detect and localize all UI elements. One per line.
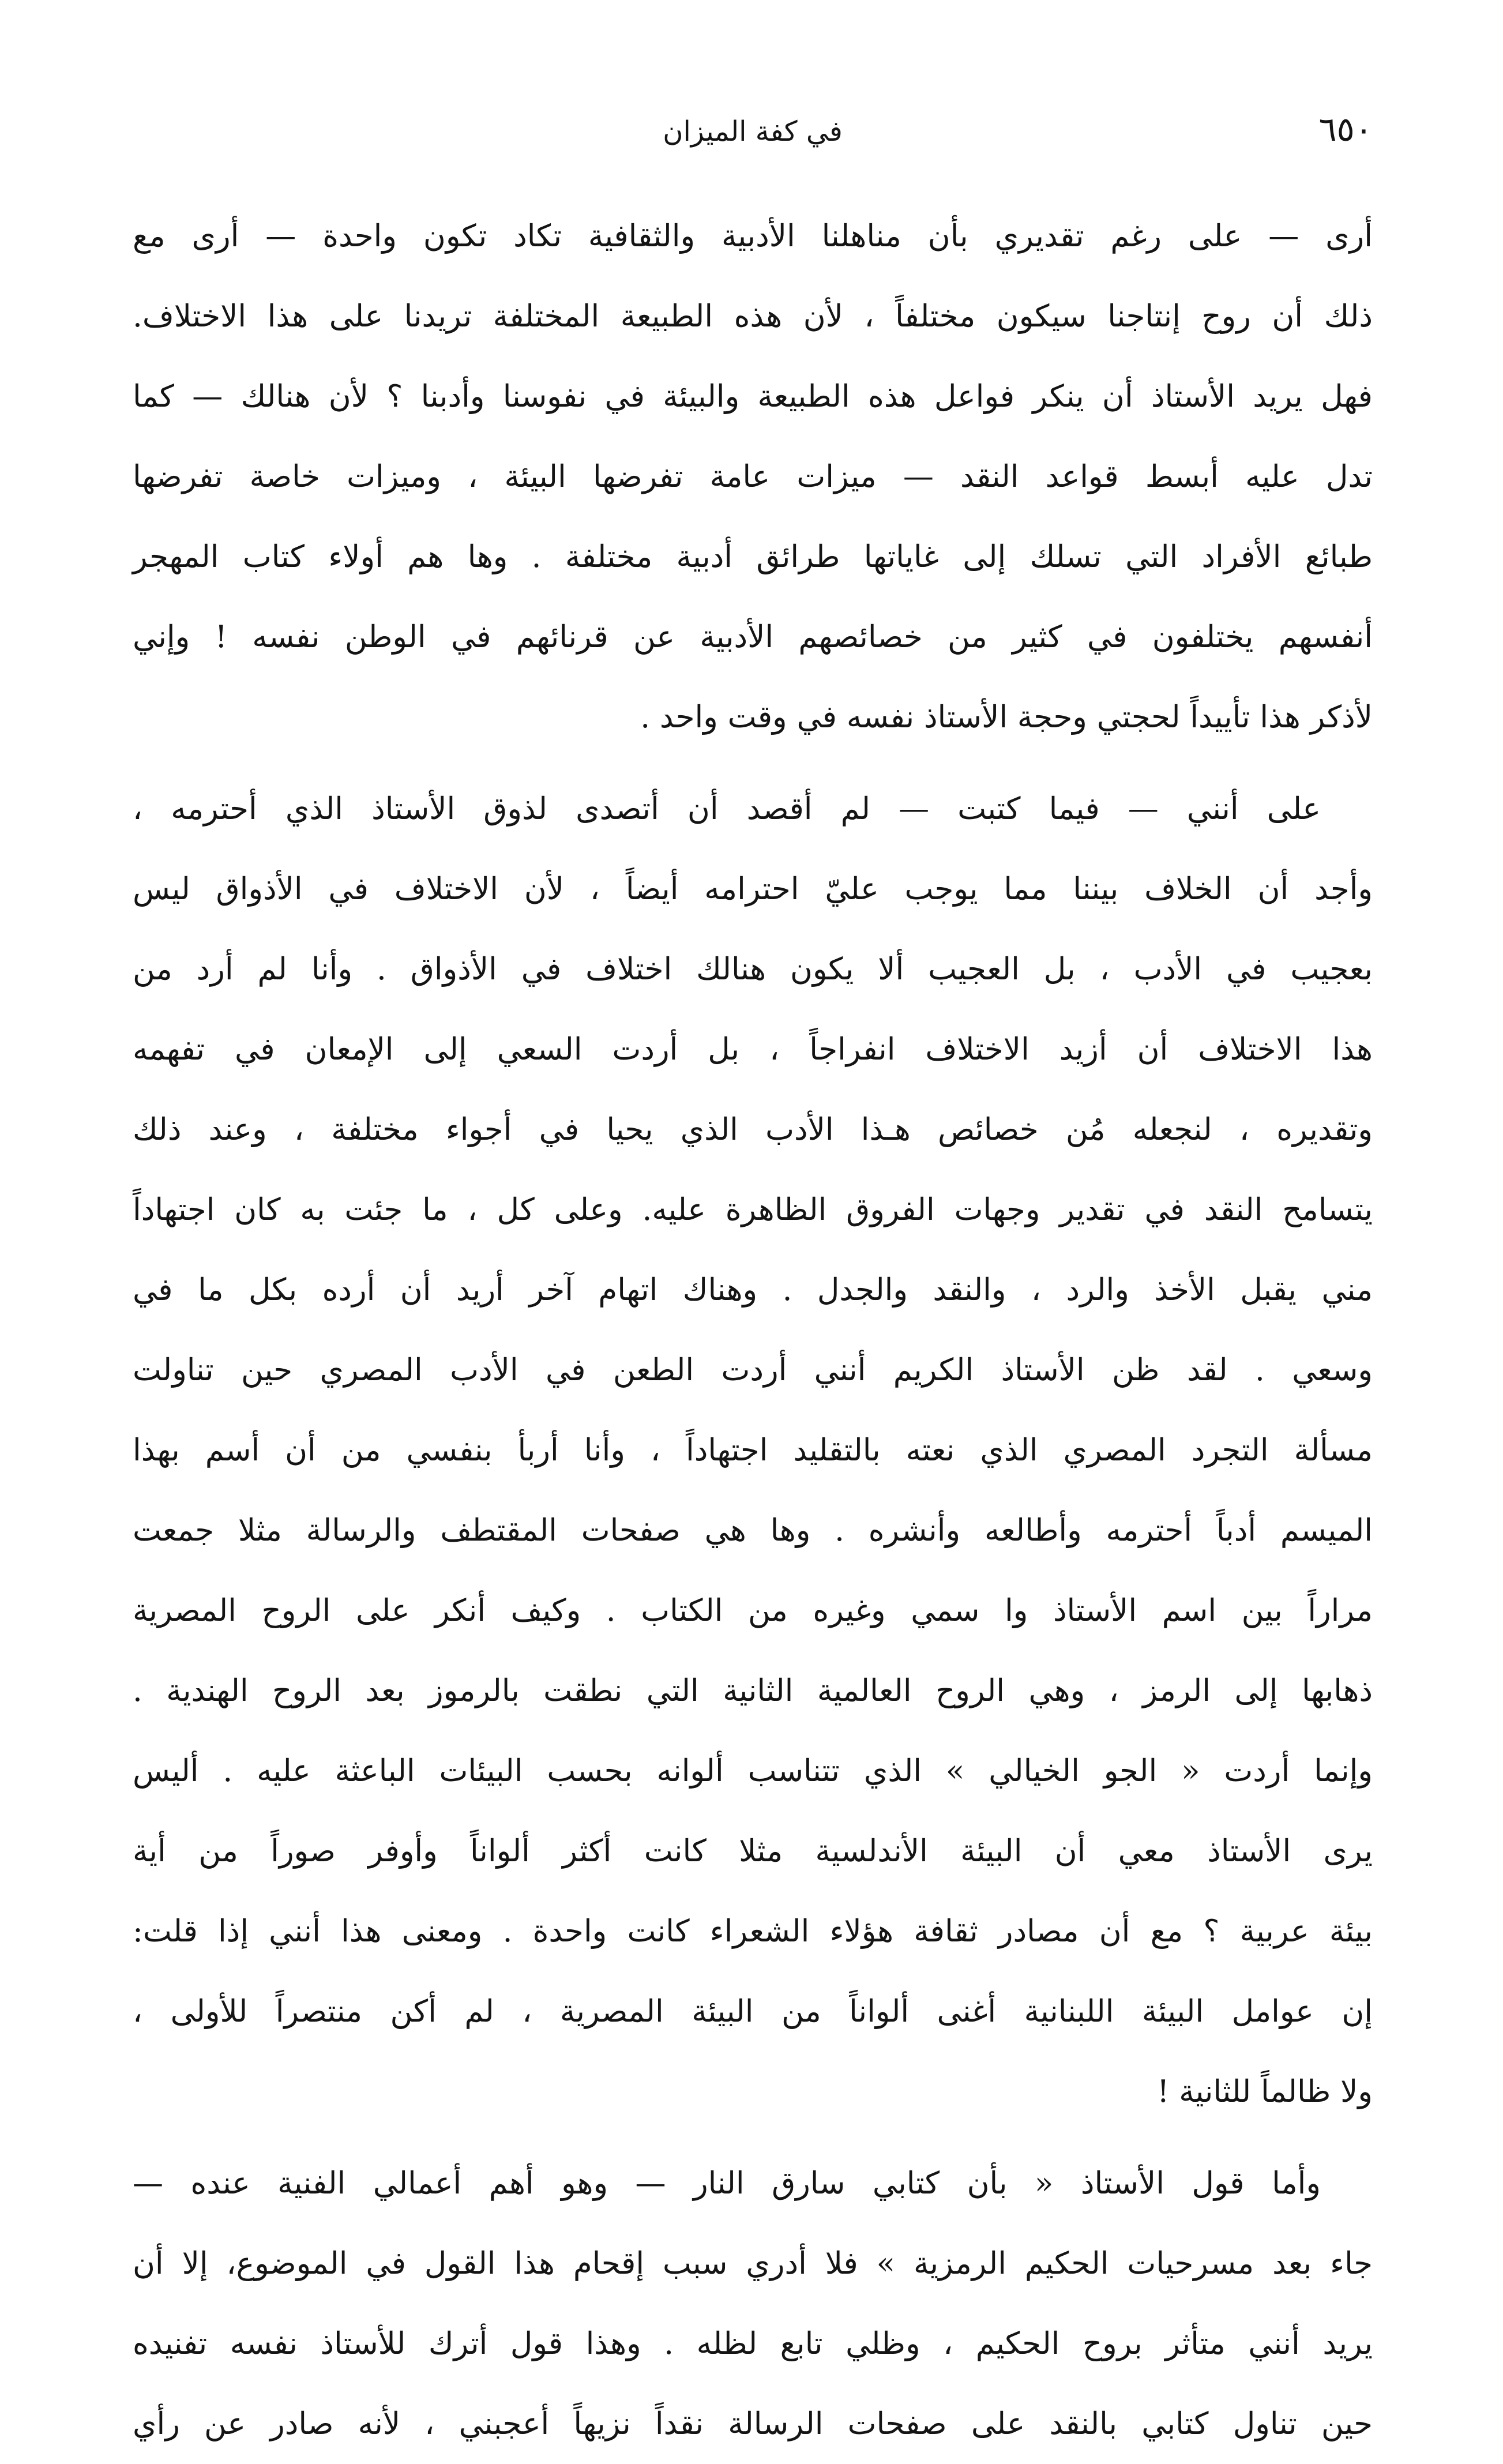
text-line: وإنما أردت « الجو الخيالي » الذي تتناسب ألوانه بحسب البيئات الباعثة عليه . أليس xyxy=(133,1753,1373,1789)
text-line: طبائع الأفراد التي تسلك إلى غاياتها طرائق أدبية مختلفة . وها هم أولاء كتاب المهجر xyxy=(133,539,1373,574)
text-line: يرى الأستاذ معي أن البيئة الأندلسية مثلا كانت أكثر ألواناً وأوفر صوراً من أية xyxy=(133,1834,1373,1869)
text-line: يريد أنني متأثر بروح الحكيم ، وظلي تابع لظله . وهذا قول أترك للأستاذ نفسه تفنيده xyxy=(133,2326,1373,2361)
text-line: الميسم أدباً أحترمه وأطالعه وأنشره . وها هي صفحات المقتطف والرسالة مثلا جمعت xyxy=(133,1513,1373,1548)
text-line: بعجيب في الأدب ، بل العجيب ألا يكون هنالك اختلاف في الأذواق . وأنا لم أرد من xyxy=(133,952,1373,987)
text-line: تدل عليه أبسط قواعد النقد — ميزات عامة تفرضها البيئة ، وميزات خاصة تفرضها xyxy=(133,459,1373,494)
text-line: ذهابها إلى الرمز ، وهي الروح العالمية الثانية التي نطقت بالرموز بعد الروح الهندية . xyxy=(133,1673,1373,1708)
text-line: أرى — على رغم تقديري بأن مناهلنا الأدبية والثقافية تكاد تكون واحدة — أرى مع xyxy=(133,219,1373,254)
text-line: وأما قول الأستاذ « بأن كتابي سارق النار — وهو أهم أعمالي الفنية عنده — xyxy=(133,2166,1321,2201)
text-line: يتسامح النقد في تقدير وجهات الفروق الظاهرة عليه. وعلى كل ، ما جئت به كان اجتهاداً xyxy=(133,1192,1373,1227)
text-line: لأذكر هذا تأييداً لحجتي وحجة الأستاذ نفسه في وقت واحد . xyxy=(640,700,1373,735)
text-line: على أنني — فيما كتبت — لم أقصد أن أتصدى لذوق الأستاذ الذي أحترمه ، xyxy=(133,791,1321,827)
text-line: وأجد أن الخلاف بيننا مما يوجب عليّ احترامه أيضاً ، لأن الاختلاف في الأذواق ليس xyxy=(133,872,1373,907)
text-line: جاء بعد مسرحيات الحكيم الرمزية » فلا أدري سبب إقحام هذا القول في الموضوع، إلا أن xyxy=(133,2246,1373,2281)
paragraph-2 xyxy=(133,769,1373,2132)
running-title: في كفة الميزان xyxy=(663,115,843,148)
text-line: ذلك أن روح إنتاجنا سيكون مختلفاً ، لأن هذه الطبيعة المختلفة تريدنا على هذا الاختلاف. xyxy=(133,299,1373,334)
page-number: ٦٥٠ xyxy=(1318,110,1373,149)
text-line: بيئة عربية ؟ مع أن مصادر ثقافة هؤلاء الشعراء كانت واحدة . ومعنى هذا أنني إذا قلت: xyxy=(133,1914,1373,1949)
text-line: مراراً بين اسم الأستاذ وا سمي وغيره من الكتاب . وكيف أنكر على الروح المصرية xyxy=(133,1593,1373,1628)
running-head xyxy=(133,98,1373,196)
text-line: أنفسهم يختلفون في كثير من خصائصهم الأدبية عن قرنائهم في الوطن نفسه ! وإني xyxy=(133,619,1373,655)
text-line: مسألة التجرد المصري الذي نعته بالتقليد اجتهاداً ، وأنا أربأ بنفسي من أن أسم بهذا xyxy=(133,1433,1373,1468)
text-line: فهل يريد الأستاذ أن ينكر فواعل هذه الطبيعة والبيئة في نفوسنا وأدبنا ؟ لأن هنالك — كما xyxy=(133,379,1373,414)
paragraph-3 xyxy=(133,2143,1373,2464)
book-page xyxy=(133,98,1373,2442)
text-line: وتقديره ، لنجعله مُن خصائص هـذا الأدب الذي يحيا في أجواء مختلفة ، وعند ذلك xyxy=(133,1112,1373,1147)
text-line: وسعي . لقد ظن الأستاذ الكريم أنني أردت الطعن في الأدب المصري حين تناولت xyxy=(133,1353,1373,1388)
body-text xyxy=(133,196,1373,2464)
text-line: مني يقبل الأخذ والرد ، والنقد والجدل . وهناك اتهام آخر أريد أن أرده بكل ما في xyxy=(133,1272,1373,1308)
text-line: هذا الاختلاف أن أزيد الاختلاف انفراجاً ، بل أردت السعي إلى الإمعان في تفهمه xyxy=(133,1032,1373,1067)
paragraph-1 xyxy=(133,196,1373,757)
text-line: حين تناول كتابي بالنقد على صفحات الرسالة نقداً نزيهاً أعجبني ، لأنه صادر عن رأي xyxy=(133,2406,1373,2442)
text-line: ولا ظالماً للثانية ! xyxy=(1157,2074,1373,2109)
text-line: إن عوامل البيئة اللبنانية أغنى ألواناً من البيئة المصرية ، لم أكن منتصراً للأولى ، xyxy=(133,1994,1373,2029)
